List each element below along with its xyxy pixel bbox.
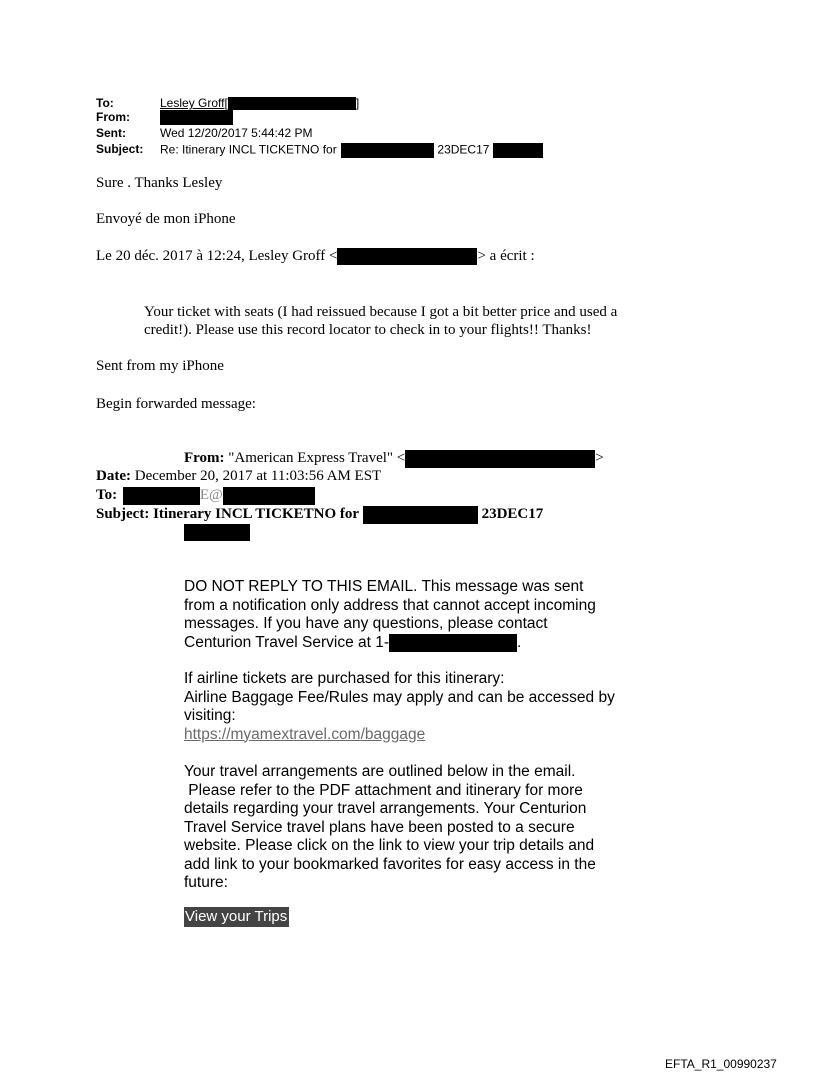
redaction-block xyxy=(493,143,543,158)
subject-label: Subject: xyxy=(96,142,144,156)
arrangements-line: Travel Service travel plans have been posted to a secure xyxy=(184,818,575,836)
notice-line: messages. If you have any questions, please contact xyxy=(184,615,548,632)
arrangements-line: add link to your bookmarked favorites for easy access in the xyxy=(184,855,596,873)
arrangements-paragraph xyxy=(184,763,596,893)
baggage-paragraph xyxy=(184,670,615,744)
fwd-from-label: From: xyxy=(184,450,225,466)
from-value xyxy=(160,110,233,125)
fwd-from xyxy=(184,449,604,468)
quoted-para-line-2: credit!). Please use this record locator to check in to your flights!! Thanks! xyxy=(144,322,592,338)
view-trips-button[interactable]: View your Trips xyxy=(185,908,288,925)
notice-paragraph xyxy=(184,578,596,652)
redaction-block xyxy=(123,487,200,505)
redaction-block xyxy=(405,450,595,468)
fwd-from-close: > xyxy=(595,450,604,466)
sent-label: Sent: xyxy=(96,126,126,140)
reply-line-1: Sure . Thanks Lesley xyxy=(96,175,223,191)
quote-attribution xyxy=(96,247,535,265)
baggage-line: Airline Baggage Fee/Rules may apply and can be accessed by xyxy=(184,688,615,706)
arrangements-line: future: xyxy=(184,874,228,891)
to-bracket-close: ] xyxy=(355,96,360,110)
redaction-block xyxy=(337,248,477,265)
baggage-line: If airline tickets are purchased for this itinerary: xyxy=(184,670,505,687)
fwd-to-partial: E@ xyxy=(199,487,223,503)
sent-value: Wed 12/20/2017 5:44:42 PM xyxy=(160,126,313,140)
begin-forwarded-line: Begin forwarded message: xyxy=(96,396,256,412)
redaction-block xyxy=(363,506,478,524)
quote-suffix: > a écrit : xyxy=(477,248,535,264)
document-id: EFTA_R1_00990237 xyxy=(665,1057,777,1071)
fwd-to xyxy=(96,486,315,505)
fwd-subject-date: 23DEC17 xyxy=(481,506,544,522)
to-name: Lesley Groff xyxy=(160,96,225,110)
subject-date: 23DEC17 xyxy=(437,142,490,157)
fwd-subject-label: Subject: Itinerary INCL TICKETNO for xyxy=(96,506,360,522)
quote-prefix: Le 20 déc. 2017 à 12:24, Lesley Groff < xyxy=(96,248,338,264)
reply-line-2: Envoyé de mon iPhone xyxy=(96,211,236,227)
to-value xyxy=(160,97,359,110)
fwd-date-value: December 20, 2017 at 11:03:56 AM EST xyxy=(134,468,382,484)
sent-from-line: Sent from my iPhone xyxy=(96,358,224,374)
quoted-para-line-1: Your ticket with seats (I had reissued because I got a bit better price and used a xyxy=(144,304,618,320)
redaction-block xyxy=(341,143,434,158)
redaction-block xyxy=(160,110,233,125)
contact-end: . xyxy=(517,633,522,651)
baggage-link[interactable]: https://myamextravel.com/baggage xyxy=(184,725,426,743)
arrangements-line: Please refer to the PDF attachment and itinerary for more xyxy=(184,781,583,799)
redaction-block xyxy=(184,524,250,541)
fwd-to-label: To: xyxy=(96,487,118,503)
fwd-date xyxy=(96,467,381,485)
to-label: To: xyxy=(96,96,114,110)
fwd-subject xyxy=(96,505,543,524)
arrangements-line: details regarding your travel arrangements. Your Centurion xyxy=(184,800,587,817)
redaction-block xyxy=(389,634,517,652)
fwd-from-value: "American Express Travel" < xyxy=(228,450,406,466)
view-trips-button-wrap xyxy=(184,908,289,926)
contact-text: Centurion Travel Service at 1- xyxy=(184,633,390,651)
to-bracket-open: [ xyxy=(224,96,228,110)
redaction-block xyxy=(223,487,315,505)
notice-line: DO NOT REPLY TO THIS EMAIL. This message was sent xyxy=(184,578,584,595)
fwd-date-label: Date: xyxy=(96,468,131,484)
redaction-block xyxy=(228,97,356,110)
arrangements-line: website. Please click on the link to view your trip details and xyxy=(184,837,595,854)
notice-line-contact xyxy=(184,634,596,653)
baggage-line: visiting: xyxy=(184,707,236,724)
subject-value xyxy=(160,143,543,158)
arrangements-line: Your travel arrangements are outlined below in the email. xyxy=(184,763,576,780)
subject-prefix: Re: Itinerary INCL TICKETNO for xyxy=(160,142,337,157)
notice-line: from a notification only address that cannot accept incoming xyxy=(184,596,596,614)
from-label: From: xyxy=(96,110,130,124)
